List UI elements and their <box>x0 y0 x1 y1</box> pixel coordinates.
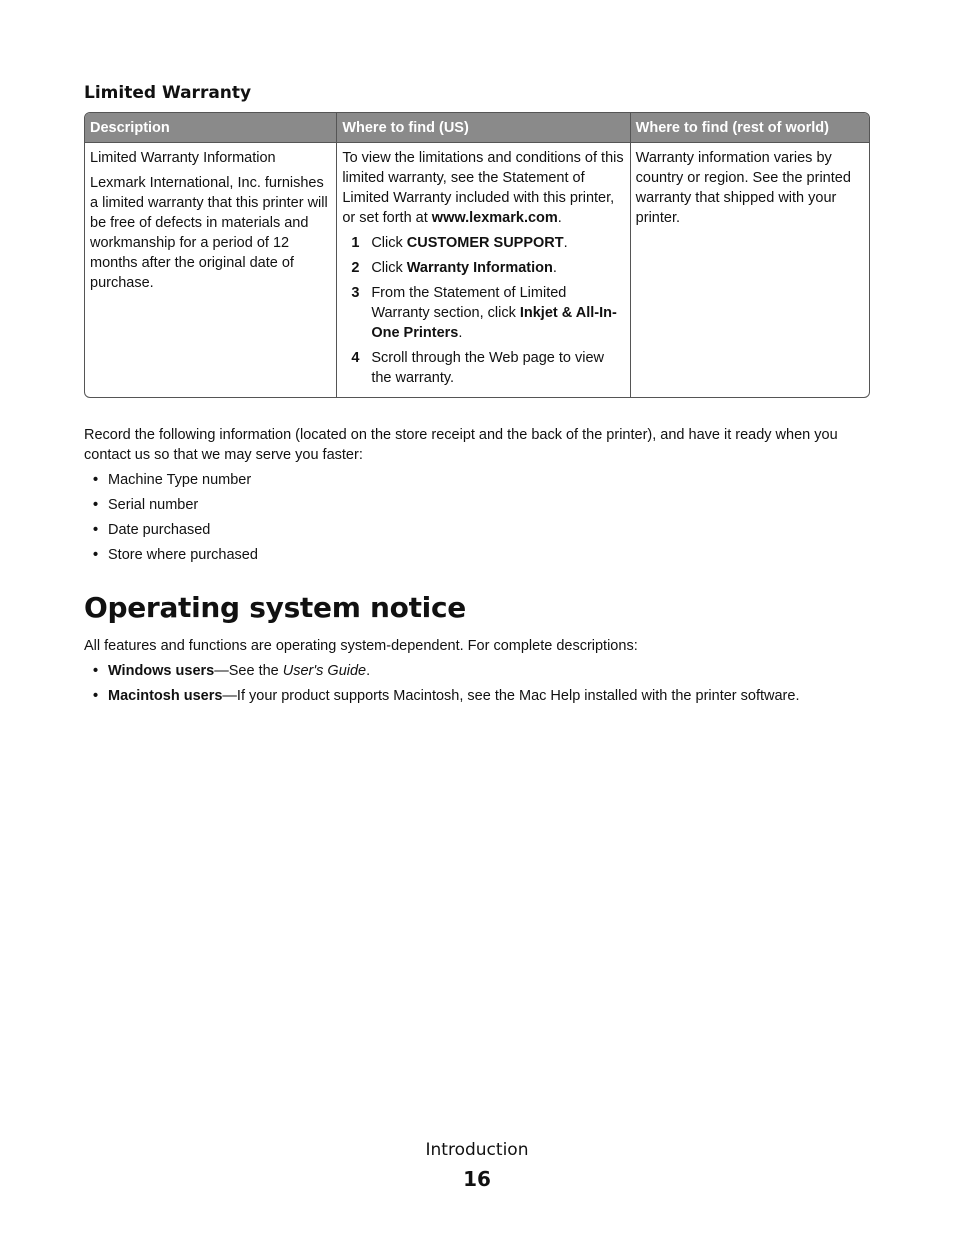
step-text: Scroll through the Web page to view the warranty. <box>371 350 605 386</box>
step-number: 3 <box>351 285 360 301</box>
list-item <box>84 520 870 540</box>
step-bold: CUSTOMER SUPPORT <box>406 235 564 251</box>
step-number: 4 <box>351 350 360 366</box>
bullet-icon: • <box>93 688 99 704</box>
list-item-text: Store where purchased <box>108 547 258 563</box>
us-steps-list <box>342 233 625 388</box>
os-notice-section <box>84 636 884 711</box>
table-row <box>85 143 869 397</box>
step-2 <box>342 258 625 278</box>
header-where-world: Where to find (rest of world) <box>630 113 869 143</box>
record-list <box>84 470 870 565</box>
bullet-icon: • <box>93 497 99 513</box>
users-guide-ref: User's Guide <box>282 663 367 679</box>
page-number: 16 <box>463 1167 491 1191</box>
mac-users-label: Macintosh users <box>108 688 223 704</box>
step-text: Click <box>371 260 407 276</box>
list-item-text: Date purchased <box>108 522 211 538</box>
list-item-mac <box>84 686 884 706</box>
step-end: . <box>563 235 568 251</box>
bullet-icon: • <box>93 522 99 538</box>
record-intro: Record the following information (located on the store receipt and the back of the printer), and have it ready when you contact us so that we may serve you faster: <box>84 427 838 463</box>
list-item-text: Serial number <box>108 497 199 513</box>
lexmark-url-link[interactable]: www.lexmark.com <box>431 210 558 226</box>
step-number: 1 <box>351 235 360 251</box>
section-title: Limited Warranty <box>84 83 252 103</box>
us-intro <box>342 148 625 228</box>
step-bold: Inkjet & All-In-One Printers <box>371 305 617 341</box>
record-info-section <box>84 425 870 570</box>
os-notice-title: Operating system notice <box>84 591 466 624</box>
step-text: Click <box>371 235 407 251</box>
us-intro-end: . <box>557 210 562 226</box>
list-item-text: Machine Type number <box>108 472 252 488</box>
bullet-icon: • <box>93 663 99 679</box>
us-intro-text: To view the limitations and conditions of this limited warranty, see the Statement of Limited Warranty included with this printer, or set forth at <box>342 150 624 226</box>
world-cell <box>630 143 869 397</box>
warranty-table <box>84 112 870 398</box>
step-4 <box>342 348 625 388</box>
windows-text: —See the <box>214 663 283 679</box>
step-3 <box>342 283 625 343</box>
footer-section-label: Introduction <box>425 1140 529 1160</box>
windows-end: . <box>366 663 371 679</box>
header-where-us: Where to find (US) <box>336 113 629 143</box>
us-cell <box>336 143 629 397</box>
step-1 <box>342 233 625 253</box>
description-cell <box>85 143 336 397</box>
list-item <box>84 470 870 490</box>
step-end: . <box>552 260 557 276</box>
description-title: Limited Warranty Information <box>90 150 276 166</box>
step-end: . <box>458 325 463 341</box>
step-text: From the Statement of Limited Warranty section, click <box>371 285 567 321</box>
step-bold: Warranty Information <box>406 260 553 276</box>
mac-text: —If your product supports Macintosh, see the Mac Help installed with the printer software. <box>222 688 800 704</box>
os-list <box>84 661 884 706</box>
step-number: 2 <box>351 260 360 276</box>
list-item-windows <box>84 661 884 681</box>
os-intro: All features and functions are operating system-dependent. For complete descriptions: <box>84 638 638 654</box>
description-body: Lexmark International, Inc. furnishes a limited warranty that this printer will be free of defects in materials and workmanship for a period of 12 months after the original date of purchase. <box>90 175 328 291</box>
table-header-row <box>85 113 869 143</box>
bullet-icon: • <box>93 547 99 563</box>
world-text: Warranty information varies by country or region. See the printed warranty that shipped with your printer. <box>635 150 851 226</box>
list-item <box>84 495 870 515</box>
list-item <box>84 545 870 565</box>
header-description: Description <box>85 113 336 143</box>
bullet-icon: • <box>93 472 99 488</box>
windows-users-label: Windows users <box>108 663 215 679</box>
